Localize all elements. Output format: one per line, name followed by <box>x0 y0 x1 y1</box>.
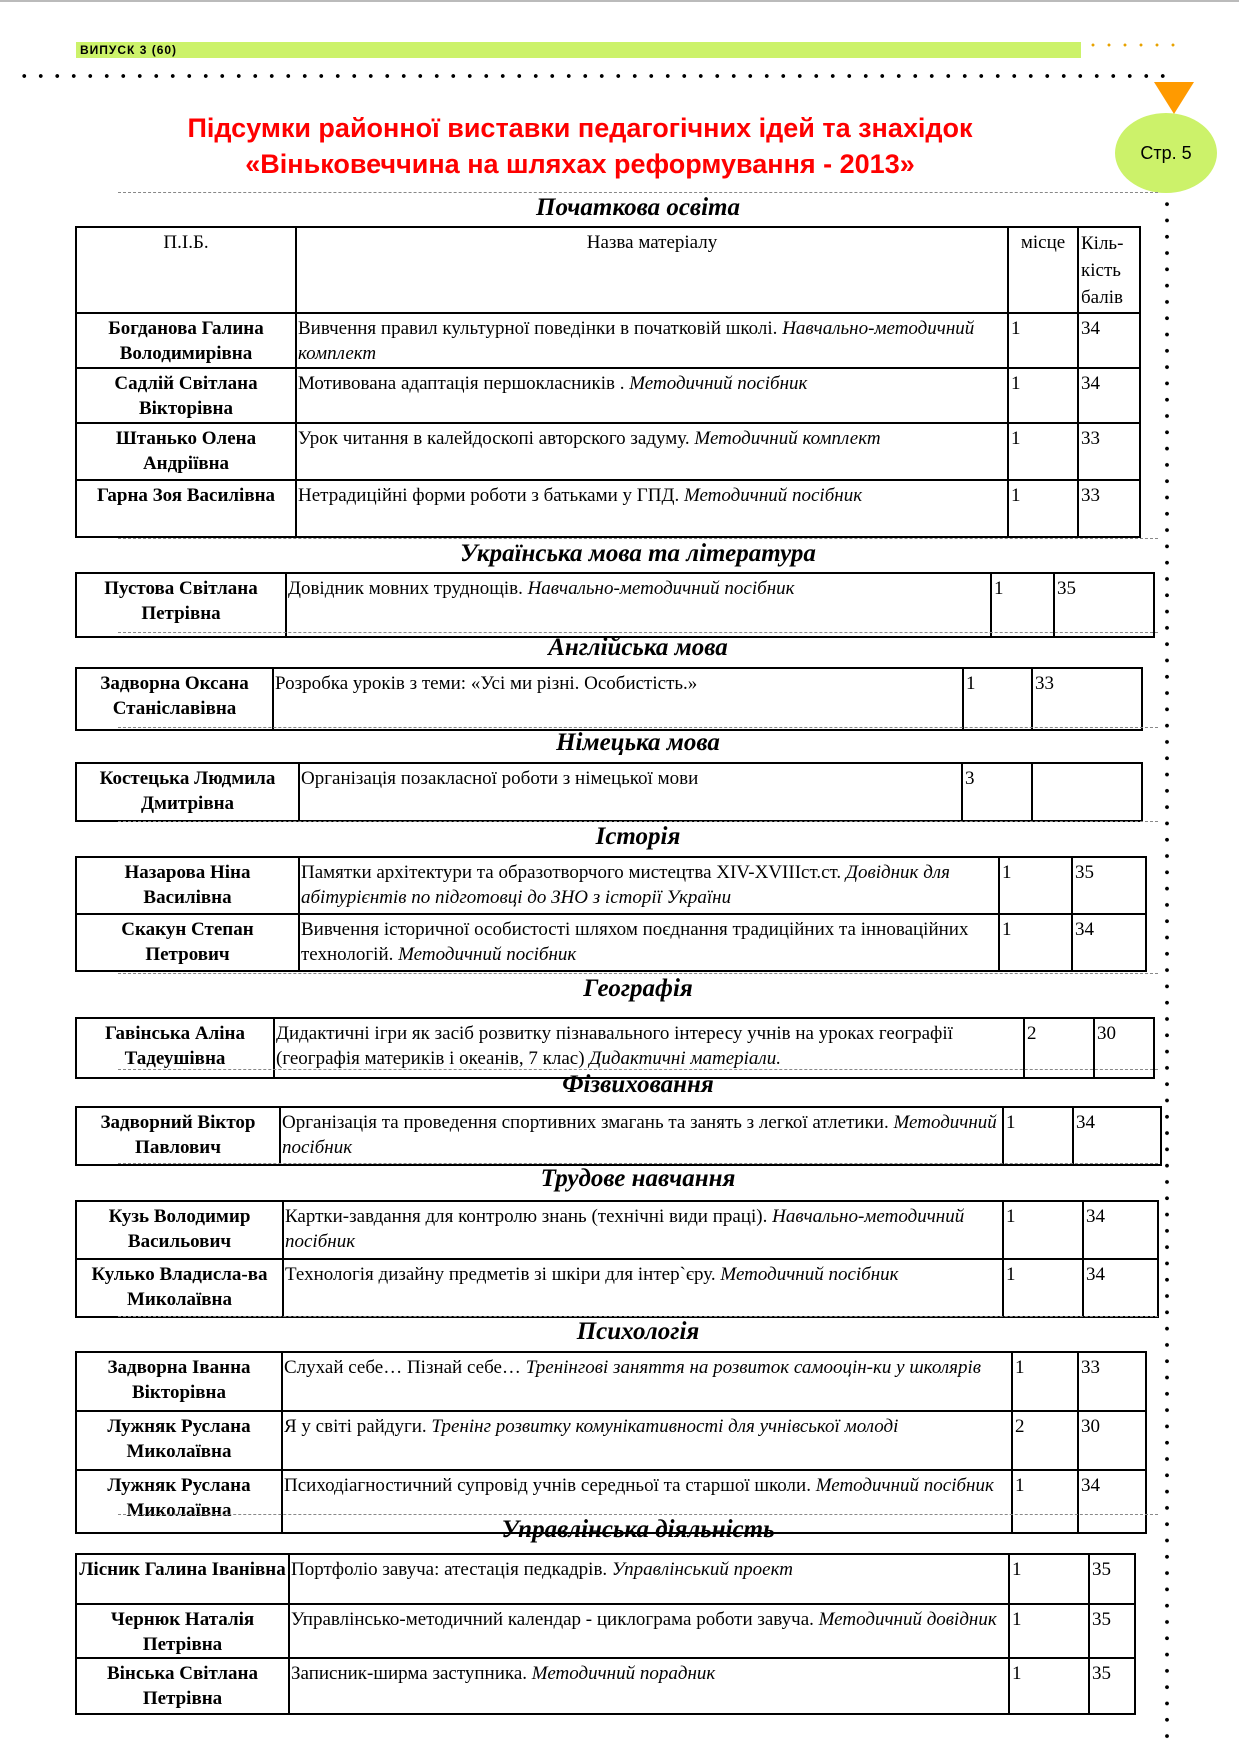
results-table <box>75 667 1143 731</box>
title-line-1: Підсумки районної виставки педагогічних ідей та знахідок <box>187 113 973 143</box>
material-title <box>296 313 1008 368</box>
material-type: Тренінг розвитку комунікативності для учнівської молоді <box>431 1416 899 1437</box>
material-type: Методичний посібник <box>683 485 863 506</box>
material-text: Я у світі райдуги. <box>284 1416 432 1437</box>
table-row <box>76 573 1154 637</box>
material-text: Управлінсько-методичний календар - циклограма роботи завуча. <box>291 1609 819 1630</box>
points-value: 30 <box>1094 1018 1154 1078</box>
material-title <box>289 1658 1009 1714</box>
material-type: Навчально-методичний посібник <box>527 578 795 599</box>
table-row <box>76 1259 1158 1317</box>
material-title <box>296 480 1008 537</box>
material-title <box>296 423 1008 480</box>
top-rule <box>0 0 1239 2</box>
material-text: Слухай себе… Пізнай себе… <box>284 1357 526 1378</box>
results-table <box>75 572 1155 638</box>
place-value: 1 <box>1009 1554 1089 1604</box>
table-header-row <box>76 227 1140 313</box>
table-row <box>76 914 1146 971</box>
results-table <box>75 1200 1159 1318</box>
place-value: 1 <box>1012 1470 1078 1533</box>
material-title <box>289 1604 1009 1658</box>
page-number: Стр. 5 <box>1140 142 1192 163</box>
participant-name: Гарна Зоя Василівна <box>76 480 296 537</box>
place-value: 1 <box>1009 1658 1089 1714</box>
material-title <box>296 368 1008 423</box>
section-title: Українська мова та література <box>118 538 1158 569</box>
header-name: П.І.Б. <box>76 227 296 313</box>
section-title: Географія <box>118 973 1158 1004</box>
results-table <box>75 856 1147 972</box>
table-row <box>76 480 1140 537</box>
header-points: Кіль-кість балів <box>1078 227 1140 313</box>
material-title <box>283 1259 1003 1317</box>
section-title: Фізвиховання <box>118 1069 1158 1100</box>
table-row <box>76 1554 1135 1604</box>
material-type: Методичний посібник <box>720 1264 899 1285</box>
participant-name: Вінська Світлана Петрівна <box>76 1658 289 1714</box>
section-title: Початкова освіта <box>118 192 1158 223</box>
results-table <box>75 1106 1162 1166</box>
table-row <box>76 1107 1161 1165</box>
material-text: Дидактичні ігри як засіб розвитку пізнавального інтересу учнів на уроках географії (географія материків і океанів, 7 клас) <box>276 1023 953 1069</box>
material-type: Методичний порадник <box>531 1663 716 1684</box>
table-row <box>76 423 1140 480</box>
page-marker-triangle-icon <box>1154 82 1194 114</box>
decorative-dotted-column <box>1163 196 1171 1746</box>
place-value: 1 <box>991 573 1054 637</box>
title-line-2: «Віньковеччина на шляхах реформування - 2013» <box>245 149 915 179</box>
material-title <box>289 1554 1009 1604</box>
points-value: 33 <box>1078 480 1140 537</box>
material-type: Методичний посібник <box>815 1475 994 1496</box>
material-text: Організація та проведення спортивних змагань та занять з легкої атлетики. <box>282 1112 894 1133</box>
material-text: Записник-ширма заступника. <box>291 1663 532 1684</box>
table-row <box>76 1411 1146 1470</box>
place-value: 1 <box>963 668 1032 730</box>
points-value: 34 <box>1072 914 1146 971</box>
table-row <box>76 1352 1146 1411</box>
points-value: 35 <box>1089 1604 1135 1658</box>
material-text: Памятки архітектури та образотворчого мистецтва XIV-XVIIIст.ст. <box>301 862 846 883</box>
points-value: 34 <box>1083 1201 1158 1259</box>
participant-name: Скакун Степан Петрович <box>76 914 299 971</box>
table-row <box>76 763 1142 821</box>
issue-label: ВИПУСК 3 (60) <box>80 43 178 57</box>
material-type: Управлінський проект <box>611 1559 793 1580</box>
place-value: 2 <box>1012 1411 1078 1470</box>
participant-name: Штанько Олена Андріївна <box>76 423 296 480</box>
table-row <box>76 857 1146 914</box>
points-value: 35 <box>1089 1658 1135 1714</box>
decorative-dots <box>1085 41 1175 49</box>
place-value: 3 <box>962 763 1032 821</box>
header-material: Назва матеріалу <box>296 227 1008 313</box>
section-title: Управлінська діяльність <box>118 1514 1158 1545</box>
material-title <box>299 857 999 914</box>
material-type: Довідник для абітурієнтів по підготовці до ЗНО з історії України <box>301 862 950 908</box>
place-value: 1 <box>999 914 1072 971</box>
material-type: Методичний посібник <box>629 373 808 394</box>
material-type: Дидактичні матеріали. <box>589 1048 781 1069</box>
participant-name: Костецька Людмила Дмитрівна <box>76 763 299 821</box>
material-title <box>273 668 963 730</box>
points-value <box>1032 763 1142 821</box>
section-title: Історія <box>118 821 1158 852</box>
place-value: 1 <box>1003 1259 1083 1317</box>
participant-name: Гавінська Аліна Тадеушівна <box>76 1018 274 1078</box>
material-title <box>283 1201 1003 1259</box>
material-title <box>286 573 991 637</box>
table-row <box>76 313 1140 368</box>
material-text: Технологія дизайну предметів зі шкіри для інтер`єру. <box>285 1264 721 1285</box>
section-title: Трудове навчання <box>118 1163 1158 1194</box>
section-title: Психологія <box>118 1316 1158 1347</box>
place-value: 1 <box>1008 480 1078 537</box>
material-text: Нетрадиційні форми роботи з батьками у ГПД. <box>298 485 684 506</box>
participant-name: Садлій Світлана Вікторівна <box>76 368 296 423</box>
material-type: Методичний довідник <box>818 1609 997 1630</box>
place-value: 1 <box>1003 1201 1083 1259</box>
points-value: 35 <box>1089 1554 1135 1604</box>
table-row <box>76 668 1142 730</box>
material-type: Тренінгові заняття на розвиток самооцін-ки у школярів <box>525 1357 982 1378</box>
participant-name: Богданова Галина Володимирівна <box>76 313 296 368</box>
material-text: Мотивована адаптація першокласників . <box>298 373 630 394</box>
material-title <box>299 914 999 971</box>
points-value: 34 <box>1078 313 1140 368</box>
material-type: Методичний посібник <box>398 944 577 965</box>
table-row <box>76 1658 1135 1714</box>
participant-name: Кузь Володимир Васильович <box>76 1201 283 1259</box>
material-text: Картки-завдання для контролю знань (технічні види праці). <box>285 1206 773 1227</box>
material-text: Вивчення правил культурної поведінки в початковій школі. <box>298 318 783 339</box>
place-value: 1 <box>1003 1107 1073 1165</box>
points-value: 34 <box>1073 1107 1161 1165</box>
place-value: 1 <box>1008 423 1078 480</box>
material-text: Вивчення історичної особистості шляхом поєднання традиційних та інноваційних технологій. <box>301 919 969 965</box>
material-title <box>280 1107 1003 1165</box>
results-table <box>75 1553 1136 1715</box>
material-text: Організація позакласної роботи з німецької мови <box>301 768 699 789</box>
issue-bar <box>76 42 1081 58</box>
place-value: 2 <box>1024 1018 1094 1078</box>
table-row <box>76 1201 1158 1259</box>
points-value: 35 <box>1054 573 1154 637</box>
material-title <box>299 763 962 821</box>
material-title <box>282 1352 1012 1411</box>
page-number-badge <box>1115 113 1217 193</box>
decorative-dotted-line <box>16 72 1171 80</box>
participant-name: Лісник Галина Іванівна <box>76 1554 289 1604</box>
points-value: 34 <box>1078 1470 1146 1533</box>
material-type: Методичний комплект <box>694 428 881 449</box>
material-type: Методичний посібник <box>282 1112 997 1158</box>
header-place: місце <box>1008 227 1078 313</box>
points-value: 35 <box>1072 857 1146 914</box>
participant-name: Пустова Світлана Петрівна <box>76 573 286 637</box>
points-value: 34 <box>1083 1259 1158 1317</box>
participant-name: Кулько Владисла-ва Миколаївна <box>76 1259 283 1317</box>
points-value: 33 <box>1032 668 1142 730</box>
place-value: 1 <box>1009 1604 1089 1658</box>
points-value: 30 <box>1078 1411 1146 1470</box>
material-text: Довідник мовних труднощів. <box>288 578 528 599</box>
participant-name: Назарова Ніна Василівна <box>76 857 299 914</box>
place-value: 1 <box>1008 368 1078 423</box>
place-value: 1 <box>999 857 1072 914</box>
material-type: Навчально-методичний комплект <box>298 318 975 364</box>
points-value: 34 <box>1078 368 1140 423</box>
points-value: 33 <box>1078 1352 1146 1411</box>
table-row <box>76 368 1140 423</box>
participant-name: Лужняк Руслана Миколаївна <box>76 1470 282 1533</box>
section-title: Англійська мова <box>118 632 1158 663</box>
place-value: 1 <box>1012 1352 1078 1411</box>
participant-name: Задворна Іванна Вікторівна <box>76 1352 282 1411</box>
material-type: Навчально-методичний посібник <box>285 1206 965 1252</box>
participant-name: Чернюк Наталія Петрівна <box>76 1604 289 1658</box>
page-title <box>80 110 1080 182</box>
material-text: Розробка уроків з теми: «Усі ми різні. Особистість.» <box>275 673 698 694</box>
results-table <box>75 226 1141 538</box>
points-value: 33 <box>1078 423 1140 480</box>
material-title <box>282 1411 1012 1470</box>
participant-name: Лужняк Руслана Миколаївна <box>76 1411 282 1470</box>
material-text: Психодіагностичний супровід учнів середньої та старшої школи. <box>284 1475 816 1496</box>
place-value: 1 <box>1008 313 1078 368</box>
table-row <box>76 1604 1135 1658</box>
material-text: Портфоліо завуча: атестація педкадрів. <box>291 1559 612 1580</box>
participant-name: Задворна Оксана Станіславівна <box>76 668 273 730</box>
section-title: Німецька мова <box>118 727 1158 758</box>
participant-name: Задворний Віктор Павлович <box>76 1107 280 1165</box>
results-table <box>75 762 1143 822</box>
material-text: Урок читання в калейдоскопі авторского задуму. <box>298 428 695 449</box>
results-table <box>75 1351 1147 1534</box>
